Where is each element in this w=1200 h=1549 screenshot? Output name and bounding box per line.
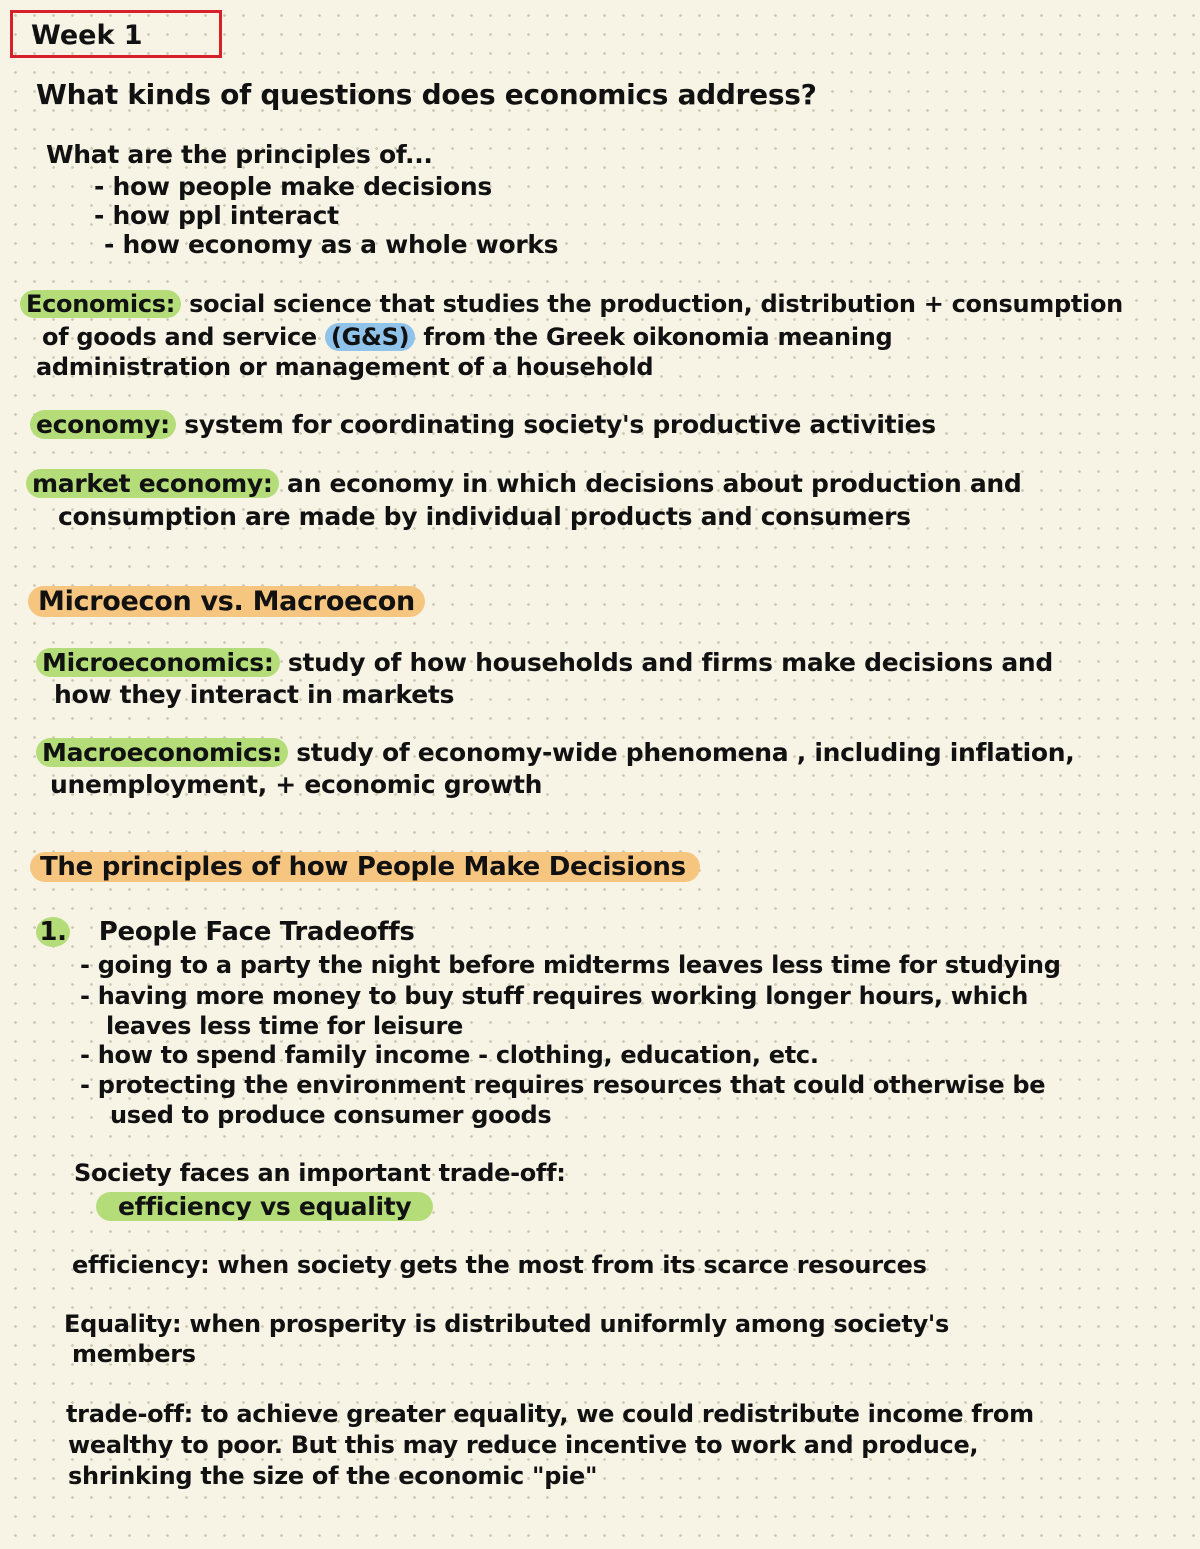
gs-abbreviation: (G&S) [325,323,415,351]
tradeoff-definition-line2: wealthy to poor. But this may reduce incentive to work and produce, [68,1431,979,1459]
principle-title: People Face Tradeoffs [98,917,415,947]
principles-item: - how people make decisions [94,172,492,201]
economy-term: economy: [30,410,176,439]
equality-definition-line2: members [72,1340,196,1368]
macro-term: Macroeconomics: [36,738,288,767]
market-economy-definition-line1: market economy: an economy in which decisions about production and [26,469,1022,499]
economics-term: Economics: [20,290,181,318]
principle-1 [36,917,415,947]
tradeoff-example: - going to a party the night before midterms leaves less time for studying [80,951,1061,979]
week-label: Week 1 [31,20,143,51]
efficiency-vs-equality: efficiency vs equality [96,1192,433,1222]
week-label-box [10,10,222,58]
tradeoff-definition-line1: trade-off: to achieve greater equality, we could redistribute income from [66,1400,1034,1428]
macro-definition-line1: Macroeconomics: study of economy-wide phenomena , including inflation, [36,738,1074,768]
heading-principles: The principles of how People Make Decisions [30,852,700,882]
micro-definition-line1: Microeconomics: study of how households and firms make decisions and [36,648,1053,678]
efficiency-definition: efficiency: when society gets the most from its scarce resources [72,1251,927,1279]
tradeoff-example: - protecting the environment requires resources that could otherwise be [80,1071,1046,1099]
macro-definition-line2: unemployment, + economic growth [50,770,543,799]
society-tradeoff: Society faces an important trade-off: [74,1159,566,1187]
principles-item: - how economy as a whole works [104,230,559,259]
heading-micro-vs-macro: Microecon vs. Macroecon [28,587,425,617]
tradeoff-example: - how to spend family income - clothing, education, etc. [80,1041,819,1069]
tradeoff-example: - having more money to buy stuff requires working longer hours, which [80,982,1029,1010]
economy-definition: economy: system for coordinating society's productive activities [30,410,936,440]
principle-number: 1. [36,917,70,947]
economics-definition-line1: Economics: social science that studies the production, distribution + consumption [20,289,1123,319]
principles-item: - how ppl interact [94,201,339,230]
micro-definition-line2: how they interact in markets [54,680,455,709]
main-question: What kinds of questions does economics address? [36,78,817,111]
market-economy-definition-line2: consumption are made by individual products and consumers [58,502,911,531]
tradeoff-definition-line3: shrinking the size of the economic "pie" [68,1462,598,1490]
tradeoff-example: used to produce consumer goods [110,1101,552,1129]
equality-definition-line1: Equality: when prosperity is distributed uniformly among society's [64,1310,949,1338]
principles-intro: What are the principles of... [46,140,433,169]
market-economy-term: market economy: [26,469,279,498]
economics-definition-line2: of goods and service (G&S) from the Greek oikonomia meaning [42,323,893,351]
micro-term: Microeconomics: [36,648,280,677]
economics-definition-line3: administration or management of a household [36,353,654,381]
tradeoff-example: leaves less time for leisure [106,1012,463,1040]
